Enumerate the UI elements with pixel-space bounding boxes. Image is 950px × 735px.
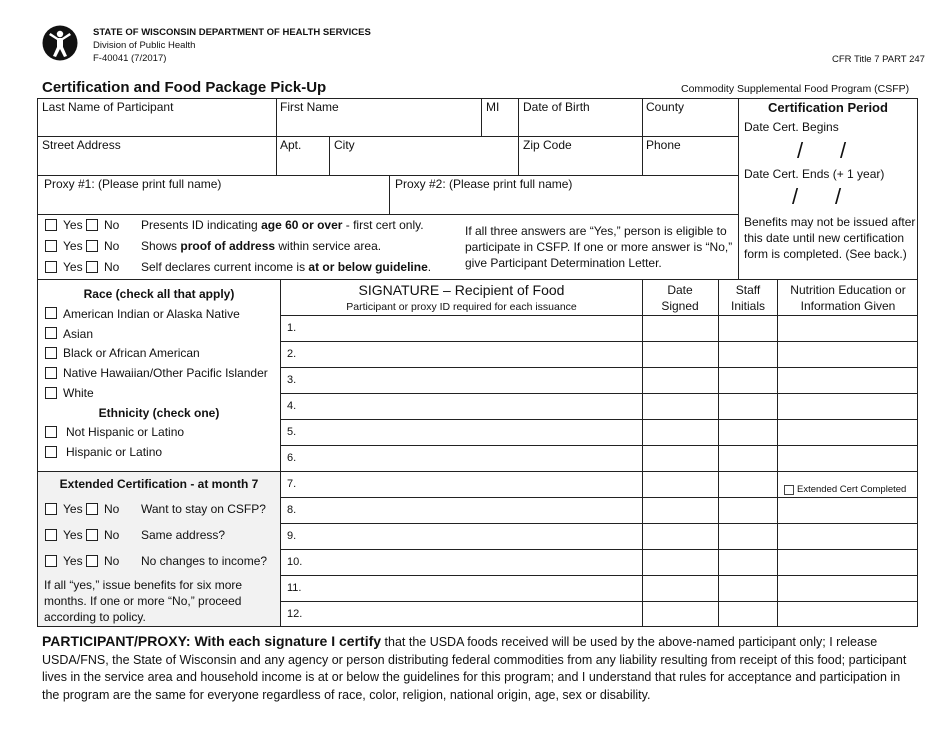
no-label: No (104, 218, 120, 232)
ext-q3-label: No changes to income? (141, 554, 268, 568)
race-title: Race (check all that apply) (83, 287, 235, 301)
county-field[interactable]: County (646, 100, 685, 114)
page-title: Certification and Food Package Pick-Up (42, 79, 327, 96)
city-field[interactable]: City (334, 138, 355, 152)
mi-field[interactable]: MI (486, 100, 500, 114)
signature-row-number[interactable]: 11. (287, 582, 302, 594)
begins-slash-1[interactable]: / (797, 138, 804, 163)
eligibility-q3: Self declares current income is at or below guideline. (141, 260, 432, 274)
race-option: White (63, 386, 94, 400)
form-number: F-40041 (7/2017) (93, 53, 167, 64)
no-label: No (104, 502, 120, 516)
q3-yes-checkbox[interactable] (45, 261, 57, 273)
ends-slash-1[interactable]: / (792, 184, 799, 209)
race-checkbox-american-indian[interactable] (45, 307, 57, 319)
ethnicity-title: Ethnicity (check one) (98, 406, 220, 420)
q1-yes-checkbox[interactable] (45, 219, 57, 231)
race-checkbox-pacific-islander[interactable] (45, 367, 57, 379)
eligibility-note: If all three answers are “Yes,” person is eligible to participate in CSFP. If one or more answer is “No,” give Participant Determination Letter. (465, 224, 733, 270)
signature-row-number[interactable]: 10. (287, 556, 303, 568)
date-signed-header: Date Signed (661, 283, 699, 313)
eligibility-q1: Presents ID indicating age 60 or over - first cert only. (141, 218, 424, 232)
street-address-field[interactable]: Street Address (42, 138, 121, 152)
ext-q3-no-checkbox[interactable] (86, 555, 98, 567)
signature-row-number[interactable]: 4. (287, 400, 297, 412)
apt-field[interactable]: Apt. (280, 138, 302, 152)
race-checkbox-white[interactable] (45, 387, 57, 399)
race-checkbox-asian[interactable] (45, 327, 57, 339)
q2-yes-checkbox[interactable] (45, 240, 57, 252)
ext-q2-no-checkbox[interactable] (86, 529, 98, 541)
ext-q3-yes-checkbox[interactable] (45, 555, 57, 567)
race-option: Asian (63, 327, 94, 341)
zip-code-field[interactable]: Zip Code (523, 138, 572, 152)
ext-q2-label: Same address? (141, 528, 226, 542)
ethnicity-option: Not Hispanic or Latino (66, 425, 185, 439)
signature-row-number[interactable]: 6. (287, 452, 297, 464)
program-name: Commodity Supplemental Food Program (CSFP) (681, 83, 910, 95)
first-name-field[interactable]: First Name (280, 100, 339, 114)
ends-slash-2[interactable]: / (835, 184, 842, 209)
agency-name: STATE OF WISCONSIN DEPARTMENT OF HEALTH SERVICES (93, 27, 371, 38)
date-cert-ends-label: Date Cert. Ends (+ 1 year) (744, 167, 885, 181)
extended-cert-title: Extended Certification - at month 7 (59, 477, 259, 491)
ext-q2-yes-checkbox[interactable] (45, 529, 57, 541)
ethnicity-option: Hispanic or Latino (66, 445, 163, 459)
staff-initials-header: Staff Initials (730, 283, 765, 313)
ext-q1-yes-checkbox[interactable] (45, 503, 57, 515)
phone-field[interactable]: Phone (646, 138, 681, 152)
proxy1-field[interactable]: Proxy #1: (Please print full name) (44, 177, 222, 191)
q2-no-checkbox[interactable] (86, 240, 98, 252)
yes-label: Yes (63, 554, 83, 568)
extended-cert-completed-checkbox[interactable] (784, 485, 794, 495)
no-label: No (104, 239, 120, 253)
begins-slash-2[interactable]: / (840, 138, 847, 163)
signature-row-number[interactable]: 12. (287, 608, 303, 620)
yes-label: Yes (63, 260, 83, 274)
no-label: No (104, 528, 120, 542)
q3-no-checkbox[interactable] (86, 261, 98, 273)
extended-cert-completed-label: Extended Cert Completed (797, 484, 907, 495)
certification-statement: PARTICIPANT/PROXY: With each signature I certify that the USDA foods received will be used by the above-named participant only; I release USDA/FNS, the State of Wisconsin and any agency or person distributing federal commodities from any liability resulting from receipt of this food; participant lives in the service area and household income is at or below the guidelines for this program; and I understand that rules for acceptance and participation in the program are the same for everyone regardless of race, color, religion, national origin, age, sex or disability. (42, 633, 907, 702)
signature-row-number[interactable]: 5. (287, 426, 297, 438)
yes-label: Yes (63, 239, 83, 253)
dhs-logo-icon (42, 25, 78, 61)
signature-row-number[interactable]: 2. (287, 348, 297, 360)
cert-period-title: Certification Period (768, 100, 888, 115)
dob-field[interactable]: Date of Birth (523, 100, 590, 114)
yes-label: Yes (63, 502, 83, 516)
signature-row-number[interactable]: 9. (287, 530, 297, 542)
cfr-reference: CFR Title 7 PART 247 (832, 54, 925, 65)
race-option: Native Hawaiian/Other Pacific Islander (63, 366, 268, 380)
extended-cert-note: If all “yes,” issue benefits for six more months. If one or more “No,” proceed according to policy. (44, 578, 243, 624)
signature-row-number[interactable]: 8. (287, 504, 297, 516)
cert-period-note: Benefits may not be issued after this date until new certification form is completed. (See back.) (744, 215, 916, 261)
no-label: No (104, 554, 120, 568)
ethnicity-checkbox-hispanic[interactable] (45, 446, 57, 458)
date-cert-begins-label: Date Cert. Begins (744, 120, 839, 134)
ethnicity-checkbox-not-hispanic[interactable] (45, 426, 57, 438)
proxy2-field[interactable]: Proxy #2: (Please print full name) (395, 177, 573, 191)
ext-q1-label: Want to stay on CSFP? (141, 502, 266, 516)
nutrition-header: Nutrition Education or Information Given (790, 283, 906, 313)
division-name: Division of Public Health (93, 40, 196, 51)
eligibility-q2: Shows proof of address within service area. (141, 239, 382, 253)
signature-row-number[interactable]: 3. (287, 374, 297, 386)
signature-row-number[interactable]: 7. (287, 478, 297, 490)
race-option: American Indian or Alaska Native (63, 307, 240, 321)
signature-title: SIGNATURE – Recipient of Food (358, 282, 565, 298)
ext-q1-no-checkbox[interactable] (86, 503, 98, 515)
signature-subtitle: Participant or proxy ID required for each issuance (346, 301, 577, 313)
yes-label: Yes (63, 528, 83, 542)
no-label: No (104, 260, 120, 274)
q1-no-checkbox[interactable] (86, 219, 98, 231)
last-name-field[interactable]: Last Name of Participant (42, 100, 174, 114)
race-option: Black or African American (63, 346, 200, 360)
yes-label: Yes (63, 218, 83, 232)
signature-row-number[interactable]: 1. (287, 322, 297, 334)
race-checkbox-black[interactable] (45, 347, 57, 359)
